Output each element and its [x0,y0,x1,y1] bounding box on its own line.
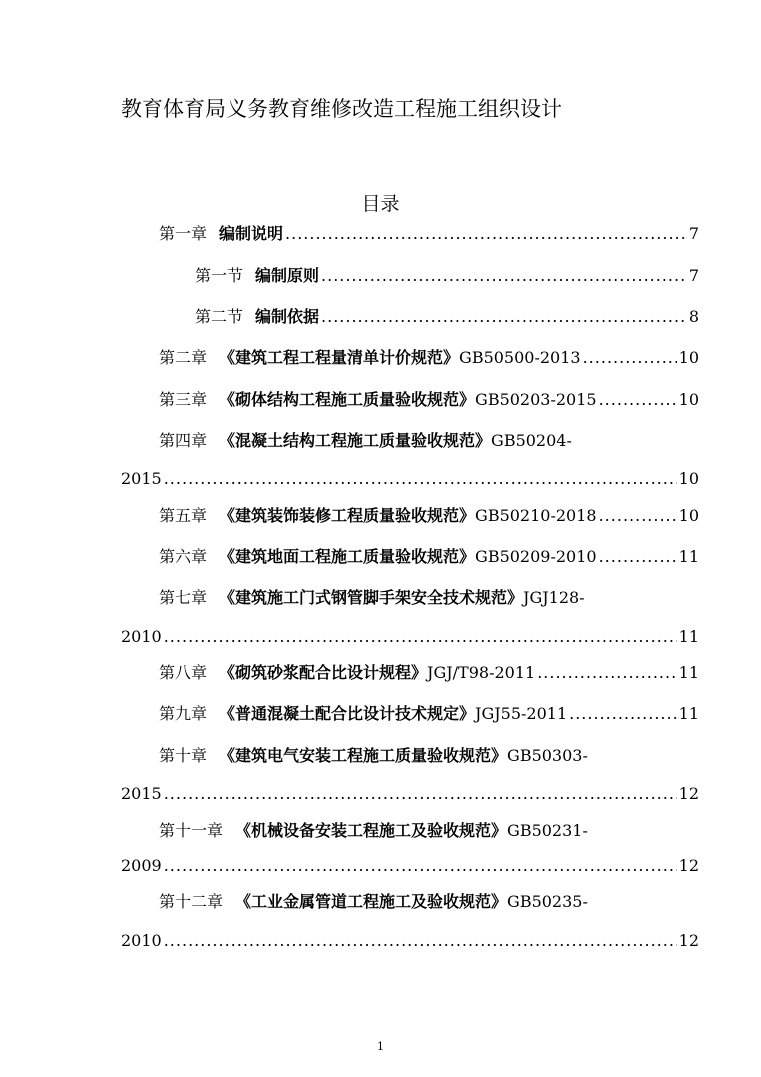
toc-dots [164,783,677,805]
toc-dots [164,930,677,952]
toc-code-continued: 2010 [121,627,162,646]
toc-label: 第一节 [195,266,244,285]
toc-code: GB50235- [507,892,588,911]
toc-entry-ch8[interactable] [159,656,699,684]
toc-label: 第二章 [159,348,208,367]
toc-code-continued: 2010 [121,931,162,950]
toc-entry-sec1[interactable] [195,259,699,287]
toc-label: 第一章 [159,224,208,243]
toc-entry-ch7[interactable] [159,581,585,609]
toc-entry-ch11-continued[interactable] [121,849,699,877]
toc-title: 《建筑地面工程施工质量验收规范》 [219,547,476,566]
toc-title: 《机械设备安装工程施工及验收规范》 [235,821,508,840]
toc-code: GB50303- [507,746,588,765]
toc-dots [321,265,687,287]
toc-label: 第五章 [159,506,208,525]
toc-dots [599,389,677,411]
toc-dots [537,662,676,684]
toc-label: 第四章 [159,431,208,450]
toc-title: 《砌筑砂浆配合比设计规程》 [219,663,428,682]
toc-page: 12 [678,784,699,803]
toc-code: GB50500-2013 [459,348,581,367]
toc-entry-ch10-continued[interactable] [121,777,699,805]
toc-label: 第十二章 [159,892,224,911]
toc-label: 第九章 [159,704,208,723]
page-number: 1 [377,1040,384,1053]
toc-entry-ch4[interactable] [159,424,572,452]
toc-page: 11 [678,547,699,566]
toc-title: 编制依据 [255,307,320,326]
toc-dots [164,626,677,648]
toc-entry-ch10[interactable] [159,739,588,767]
toc-code: GB50203-2015 [475,390,597,409]
toc-entry-ch11[interactable] [159,814,588,842]
toc-dots [164,855,677,877]
toc-label: 第七章 [159,588,208,607]
toc-dots [599,546,677,568]
toc-entry-ch7-continued[interactable] [121,620,699,648]
toc-entry-ch12[interactable] [159,885,588,913]
toc-code-continued: 2009 [121,856,162,875]
toc-title: 《普通混凝土配合比设计技术规定》 [219,704,476,723]
toc-page: 11 [678,663,699,682]
toc-title: 《建筑施工门式钢管脚手架安全技术规范》 [219,588,524,607]
toc-label: 第十一章 [159,821,224,840]
toc-page: 10 [678,506,699,525]
toc-title: 编制原则 [255,266,320,285]
toc-page: 12 [678,856,699,875]
toc-title: 《建筑装饰装修工程质量验收规范》 [219,506,476,525]
toc-entry-ch2[interactable] [159,341,699,369]
toc-code: JGJ/T98-2011 [427,663,536,682]
toc-code: GB50231- [507,821,588,840]
toc-entry-ch6[interactable] [159,540,699,568]
toc-code-continued: 2015 [121,469,162,488]
toc-page: 8 [688,307,699,326]
toc-page: 7 [688,224,699,243]
toc-page: 10 [678,348,699,367]
toc-title: 编制说明 [219,224,284,243]
toc-title: 《工业金属管道工程施工及验收规范》 [235,892,508,911]
toc-label: 第八章 [159,663,208,682]
toc-entry-ch3[interactable] [159,383,699,411]
document-title: 教育体育局义务教育维修改造工程施工组织设计 [121,97,562,121]
toc-dots [569,703,677,725]
toc-entry-sec2[interactable] [195,300,699,328]
toc-title: 《混凝土结构工程施工质量验收规范》 [219,431,492,450]
toc-dots [285,223,687,245]
toc-dots [583,347,677,369]
toc-label: 第二节 [195,307,244,326]
toc-code: GB50210-2018 [475,506,597,525]
toc-page: 11 [678,704,699,723]
toc-dots [599,505,677,527]
toc-entry-ch12-continued[interactable] [121,924,699,952]
toc-label: 第三章 [159,390,208,409]
toc-dots [321,306,687,328]
toc-title: 《砌体结构工程施工质量验收规范》 [219,390,476,409]
toc-label: 第十章 [159,746,208,765]
toc-heading: 目录 [361,193,400,215]
toc-code: GB50204- [491,431,572,450]
toc-page: 7 [688,266,699,285]
toc-page: 10 [678,469,699,488]
toc-entry-ch4-continued[interactable] [121,462,699,490]
toc-code: JGJ128- [523,588,585,607]
toc-entry-ch9[interactable] [159,697,699,725]
toc-entry-ch1[interactable] [159,217,699,245]
toc-page: 11 [678,627,699,646]
toc-code: GB50209-2010 [475,547,597,566]
toc-title: 《建筑电气安装工程施工质量验收规范》 [219,746,508,765]
toc-page: 12 [678,931,699,950]
toc-code: JGJ55-2011 [475,704,568,723]
toc-dots [164,468,677,490]
toc-entry-ch5[interactable] [159,499,699,527]
toc-label: 第六章 [159,547,208,566]
toc-page: 10 [678,390,699,409]
toc-code-continued: 2015 [121,784,162,803]
toc-title: 《建筑工程工程量清单计价规范》 [219,348,460,367]
